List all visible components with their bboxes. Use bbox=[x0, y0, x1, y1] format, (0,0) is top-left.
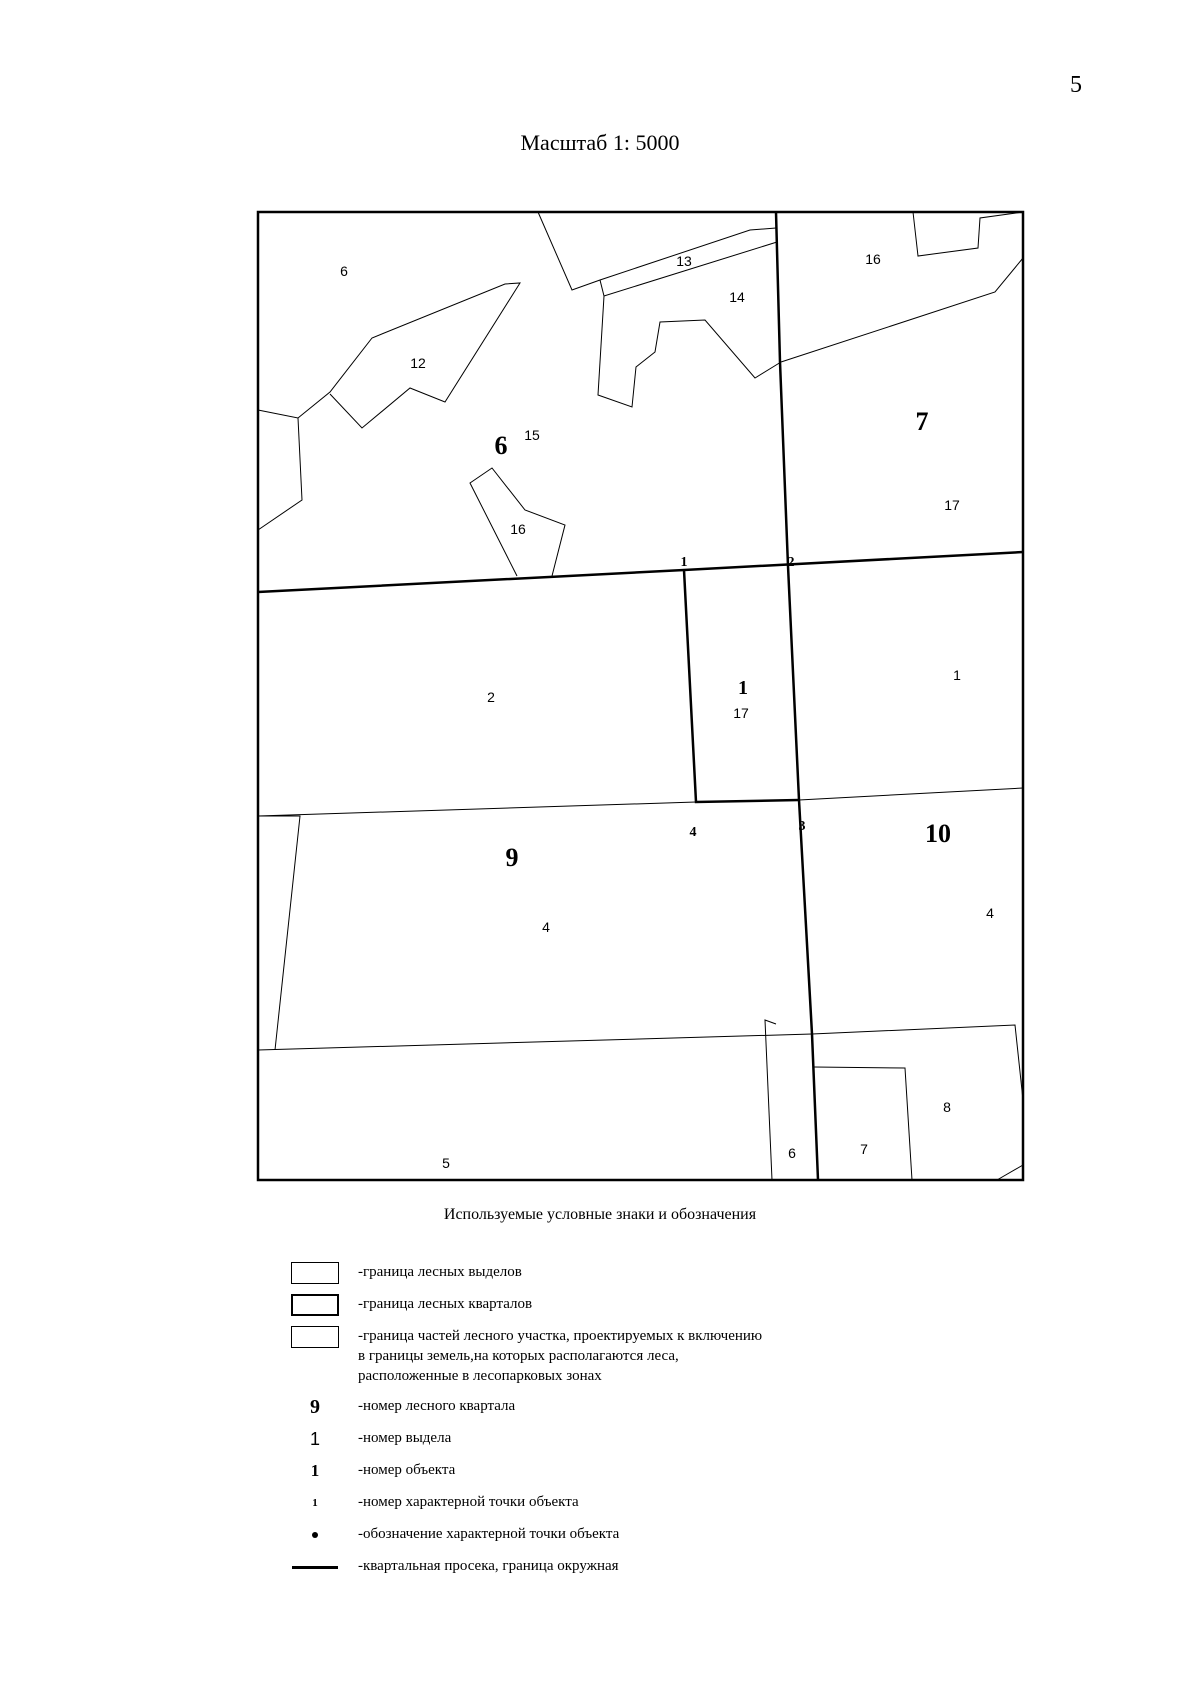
vydel-label: 15 bbox=[524, 427, 540, 443]
vydel-label: 6 bbox=[340, 263, 348, 279]
vydel-label: 7 bbox=[860, 1141, 868, 1157]
vydel-label: 16 bbox=[865, 251, 881, 267]
thick-line-icon bbox=[292, 1566, 338, 1569]
point-number-symbol: 1 bbox=[312, 1497, 318, 1509]
quarter-number: 6 bbox=[494, 431, 508, 460]
vydel-number-symbol: 1 bbox=[309, 1428, 320, 1449]
forest-boundaries bbox=[258, 788, 1023, 1050]
quarter-number-symbol: 9 bbox=[310, 1395, 320, 1418]
quarter-number: 10 bbox=[925, 819, 951, 848]
vydel-label: 5 bbox=[442, 1155, 450, 1171]
object-number: 1 bbox=[738, 677, 748, 699]
quarter-number: 7 bbox=[915, 407, 929, 436]
legend-text: -граница лесных выделов bbox=[358, 1264, 522, 1280]
vydel-label: 17 bbox=[733, 705, 749, 721]
vydel-label: 4 bbox=[986, 905, 994, 921]
legend-text: -номер выдела bbox=[358, 1430, 452, 1446]
legend-item bbox=[290, 1492, 930, 1514]
vydel-label: 8 bbox=[943, 1099, 951, 1115]
legend-item bbox=[290, 1460, 930, 1482]
vydel-boundaries bbox=[258, 212, 1023, 1180]
legend-item bbox=[290, 1396, 930, 1418]
legend-text: -квартальная просека, граница окружная bbox=[358, 1558, 619, 1574]
vydel-label: 14 bbox=[729, 289, 745, 305]
legend bbox=[290, 1262, 930, 1588]
legend-text: -граница лесных кварталов bbox=[358, 1296, 533, 1312]
point-label: 2 bbox=[787, 555, 795, 570]
legend-item bbox=[290, 1262, 930, 1284]
thin-box-icon bbox=[291, 1262, 339, 1284]
thick-box-icon bbox=[291, 1294, 339, 1316]
legend-item bbox=[290, 1524, 930, 1546]
vydel-label: 17 bbox=[944, 497, 960, 513]
legend-item bbox=[290, 1294, 930, 1316]
legend-symbol bbox=[290, 1262, 340, 1284]
legend-symbol bbox=[290, 1294, 340, 1316]
legend-text: -обозначение характерной точки объекта bbox=[358, 1526, 620, 1542]
vydel-label: 1 bbox=[953, 667, 961, 683]
map-frame bbox=[258, 212, 1023, 1180]
vydel-labels bbox=[340, 251, 994, 1171]
legend-text: -номер характерной точки объекта bbox=[358, 1494, 579, 1510]
dot-icon bbox=[312, 1532, 318, 1538]
quarter-number: 9 bbox=[505, 843, 519, 872]
object-number-symbol: 1 bbox=[310, 1461, 320, 1480]
vydel-label: 6 bbox=[788, 1145, 796, 1161]
point-label: 4 bbox=[689, 825, 697, 840]
vydel-label: 2 bbox=[487, 689, 495, 705]
vydel-label: 4 bbox=[542, 919, 550, 935]
point-label: 3 bbox=[798, 819, 806, 834]
quarter-boundaries bbox=[258, 212, 1023, 1180]
thin-box-icon bbox=[291, 1326, 339, 1348]
legend-text: -граница частей лесного участка, проектируемых к включению в границы земель,на которых располагаются леса, расположенные в лесопарковых зонах bbox=[358, 1328, 763, 1384]
vydel-label: 12 bbox=[410, 355, 426, 371]
legend-item bbox=[290, 1556, 930, 1578]
legend-item bbox=[290, 1326, 930, 1386]
legend-symbol bbox=[290, 1326, 340, 1348]
legend-text: -номер объекта bbox=[358, 1462, 456, 1478]
point-label: 1 bbox=[680, 555, 688, 570]
legend-title: Используемые условные знаки и обозначения bbox=[443, 1206, 757, 1223]
vydel-label: 16 bbox=[510, 521, 526, 537]
legend-text: -номер лесного квартала bbox=[358, 1398, 516, 1414]
vydel-label: 13 bbox=[676, 253, 692, 269]
legend-symbol bbox=[290, 1556, 340, 1578]
page-number: 5 bbox=[1070, 72, 1082, 98]
map-scale: Масштаб 1: 5000 bbox=[520, 130, 680, 155]
legend-item bbox=[290, 1428, 930, 1450]
legend-symbol bbox=[290, 1524, 340, 1546]
